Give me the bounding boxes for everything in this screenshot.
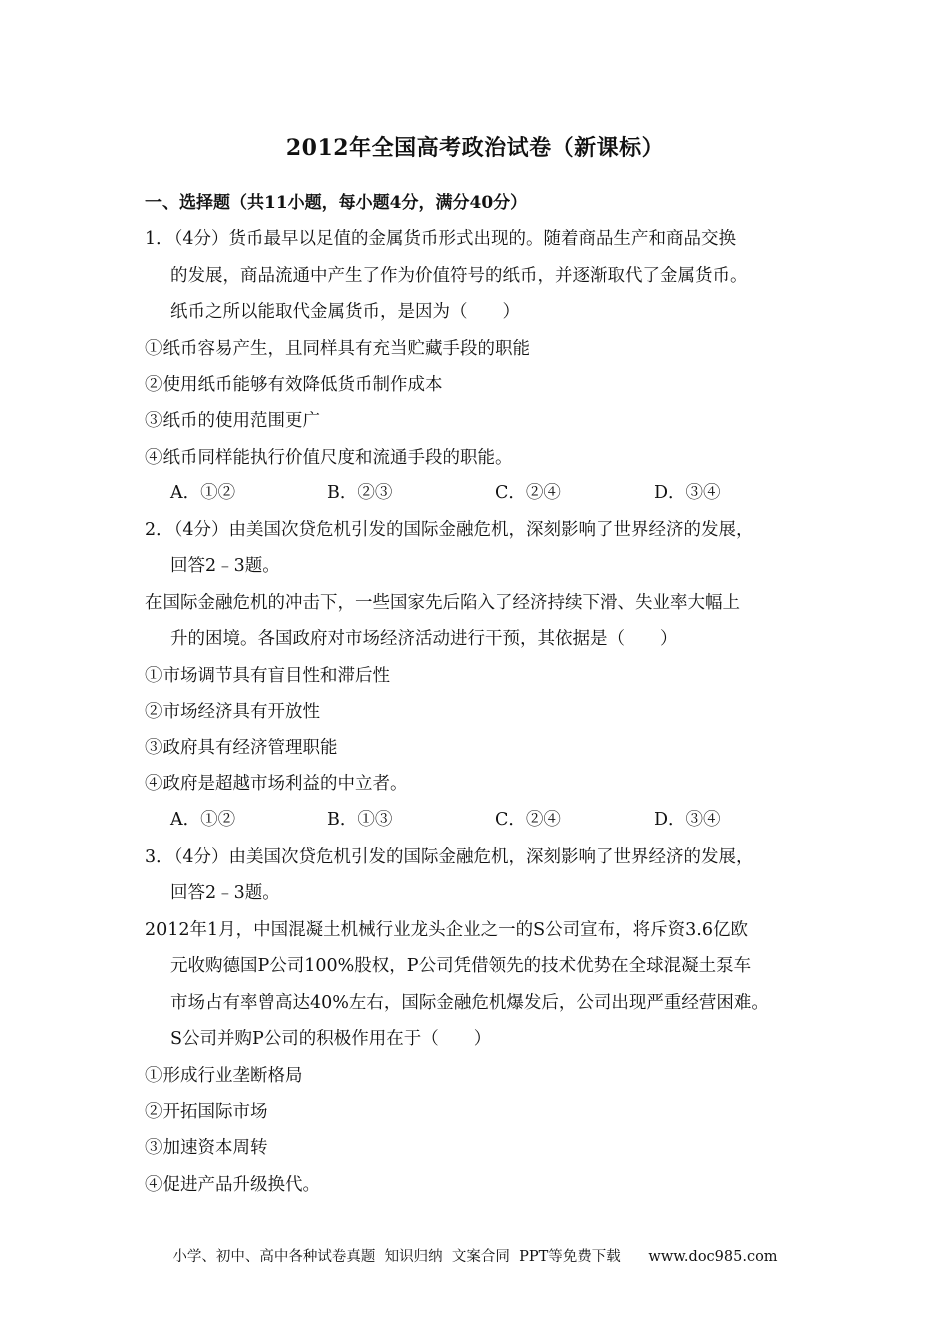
question-3-item-2: ②开拓国际市场	[145, 1102, 268, 1122]
question-1-option-b: B．②③	[327, 483, 393, 503]
question-1-item-2: ②使用纸币能够有效降低货币制作成本	[145, 375, 443, 395]
question-2-item-4: ④政府是超越市场利益的中立者。	[145, 774, 408, 794]
question-2-line-2: 回答2﹣3题。	[170, 556, 280, 576]
question-3-line-1: 3．（4分）由美国次贷危机引发的国际金融危机，深刻影响了世界经济的发展，	[145, 847, 754, 867]
question-3-line-2: 回答2﹣3题。	[170, 883, 280, 903]
question-2-option-b: B．①③	[327, 810, 393, 830]
page-title: 2012年全国高考政治试卷（新课标）	[285, 135, 665, 161]
question-2-line-1: 2．（4分）由美国次贷危机引发的国际金融危机，深刻影响了世界经济的发展，	[145, 520, 754, 540]
question-2-option-c: C．②④	[495, 810, 561, 830]
question-1-option-c: C．②④	[495, 483, 561, 503]
question-3-stem-1: 2012年1月，中国混凝土机械行业龙头企业之一的S公司宣布，将斥资3.6亿欧	[145, 920, 748, 940]
question-3-item-1: ①形成行业垄断格局	[145, 1066, 303, 1086]
question-2-item-1: ①市场调节具有盲目性和滞后性	[145, 666, 390, 686]
question-1-line-3: 纸币之所以能取代金属货币，是因为（ ）	[170, 302, 520, 322]
question-1-item-3: ③纸币的使用范围更广	[145, 411, 320, 431]
section-heading: 一、选择题（共11小题，每小题4分，满分40分）	[145, 193, 528, 213]
question-1-item-1: ①纸币容易产生，且同样具有充当贮藏手段的职能	[145, 339, 530, 359]
question-3-stem-3: 市场占有率曾高达40%左右，国际金融危机爆发后，公司出现严重经营困难。	[170, 993, 769, 1013]
question-1-line-1: 1．（4分）货币最早以足值的金属货币形式出现的。随着商品生产和商品交换	[145, 229, 737, 249]
question-3-stem-4: S公司并购P公司的积极作用在于（ ）	[170, 1029, 492, 1049]
page-footer: 小学、初中、高中各种试卷真题 知识归纳 文案合同 PPT等免费下载 www.doc985.com	[172, 1249, 778, 1265]
question-3-stem-2: 元收购德国P公司100%股权，P公司凭借领先的技术优势在全球混凝土泵车	[170, 956, 752, 976]
question-1-option-d: D．③④	[654, 483, 721, 503]
question-2-item-3: ③政府具有经济管理职能	[145, 738, 338, 758]
question-1-item-4: ④纸币同样能执行价值尺度和流通手段的职能。	[145, 448, 513, 468]
question-3-item-4: ④促进产品升级换代。	[145, 1175, 320, 1195]
question-1-line-2: 的发展，商品流通中产生了作为价值符号的纸币，并逐渐取代了金属货币。	[170, 266, 748, 286]
question-3-item-3: ③加速资本周转	[145, 1138, 268, 1158]
question-2-item-2: ②市场经济具有开放性	[145, 702, 320, 722]
question-2-stem-2: 升的困境。各国政府对市场经济活动进行干预，其依据是（ ）	[170, 629, 678, 649]
question-2-option-d: D．③④	[654, 810, 721, 830]
question-1-option-a: A．①②	[170, 483, 236, 503]
question-2-option-a: A．①②	[170, 810, 236, 830]
question-2-stem-1: 在国际金融危机的冲击下，一些国家先后陷入了经济持续下滑、失业率大幅上	[145, 593, 740, 613]
